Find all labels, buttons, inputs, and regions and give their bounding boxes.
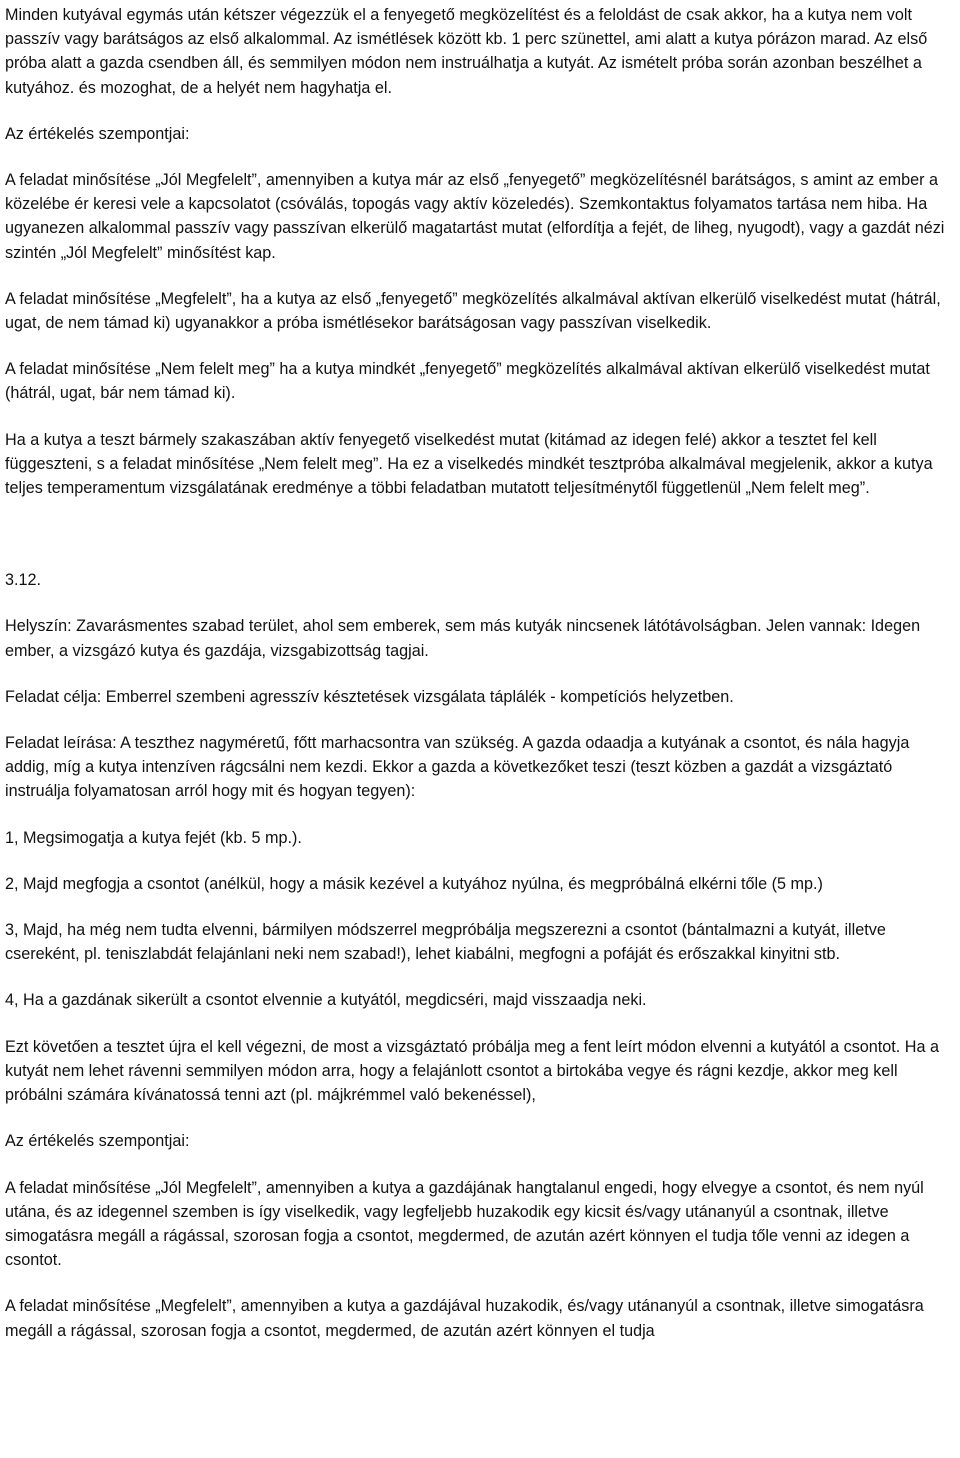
evaluation-heading: Az értékelés szempontjai: [5,124,190,143]
paragraph-excellent-2: A feladat minősítése „Jól Megfelelt”, amennyiben a kutya a gazdájának hangtalanul engedi, hogy elvegye a csontot, és nem nyúl utána, és az idegennel szemben is így viselkedik, vagy legfeljebb huzakodik egy kicsit és/vagy utánanyúl a csontnak, illetve simogatásra megáll a rágással, szorosan fogja a csontot, megdermed, de azután azért könnyen el tudja tőle venni az idegen a csontot. [5,1178,924,1270]
paragraph-fail: A feladat minősítése „Nem felelt meg” ha a kutya mindkét „fenyegető” megközelítés alkalmával aktívan elkerülő viselkedést mutat (hátrál, ugat, bár nem támad ki). [5,360,930,403]
paragraph-location: Helyszín: Zavarásmentes szabad terület, ahol sem emberek, sem más kutyák nincsenek látótávolságban. Jelen vannak: Idegen ember, a vizsgázó kutya és gazdája, vizsgabizottság tagjai. [5,617,921,660]
paragraph-repeat: Ezt követően a tesztet újra el kell végezni, de most a vizsgáztató próbálja meg a fent leírt módon elvenni a kutyától a csontot. Ha a kutyát nem lehet rávenni semmilyen módon arra, hogy a felajánlott csontot a birtokába vegye és rágni kezdje, akkor meg kell próbálni számára kívánatossá tenni azt (pl. májkrémmel való bekenéssel), [5,1037,939,1105]
step-1: 1, Megsimogatja a kutya fejét (kb. 5 mp.). [5,828,302,847]
evaluation-heading-2: Az értékelés szempontjai: [5,1132,190,1151]
section-number: 3.12. [5,571,42,590]
paragraph-excellent: A feladat minősítése „Jól Megfelelt”, amennyiben a kutya már az első „fenyegető” megközelítésnél barátságos, s amint az ember a közelébe ér keresi vele a kapcsolatot (csóválás, topogás vagy aktív közeledés). Szemkontaktus folyamatos tartása nem hiba. Ha ugyanezen alkalommal passzív vagy passzívan elkerülő magatartást mutat (elfordítja a fejét, de liheg, nyugodt), vagy a gazdát nézi szintén „Jól Megfelelt” minősítést kap. [5,171,945,262]
document-page [5,3,957,1365]
step-4: 4, Ha a gazdának sikerült a csontot elvennie a kutyától, megdicséri, majd visszaadja neki. [5,991,647,1010]
section-spacer [5,522,957,568]
paragraph-pass: A feladat minősítése „Megfelelt”, ha a kutya az első „fenyegető” megközelítés alkalmával aktívan elkerülő viselkedést mutat (hátrál, ugat, de nem támad ki) ugyanakkor a próba ismétlésekor barátságosan vagy passzívan viselkedik. [5,289,941,333]
paragraph-pass-2: A feladat minősítése „Megfelelt”, amennyiben a kutya a gazdájával huzakodik, és/vagy utánanyúl a csontnak, illetve simogatásra megáll a rágással, szorosan fogja a csontot, megdermed, de azután azért könnyen el tudja [5,1297,924,1340]
step-2: 2, Majd megfogja a csontot (anélkül, hogy a másik kezével a kutyához nyúlna, és megpróbálná elkérni tőle (5 mp.) [5,874,823,893]
paragraph-description: Feladat leírása: A teszthez nagyméretű, főtt marhacsontra van szükség. A gazda odaadja a kutyának a csontot, és nála hagyja addig, míg a kutya intenzíven rágcsálni nem kezdi. Ekkor a gazda a következőket teszi (teszt közben a gazdát a vizsgáztató instruálja folyamatosan arról hogy mit és hogyan tegyen): [5,734,910,801]
paragraph-goal: Feladat célja: Emberrel szembeni agresszív késztetések vizsgálata táplálék - kompetíciós helyzetben. [5,687,734,706]
paragraph-intro: Minden kutyával egymás után kétszer végezzük el a fenyegető megközelítést és a feloldást de csak akkor, ha a kutya nem volt passzív vagy barátságos az első alkalommal. Az ismétlések között kb. 1 perc szünettel, ami alatt a kutya pórázon marad. Az első próba alatt a gazda csendben áll, és semmilyen módon nem instruálhatja a kutyát. Az ismételt próba során azonban beszélhet a kutyához. és mozoghat, de a helyét nem hagyhatja el. [5,6,928,97]
step-3: 3, Majd, ha még nem tudta elvenni, bármilyen módszerrel megpróbálja megszerezni a csontot (bántalmazni a kutyát, illetve csereként, pl. teniszlabdát felajánlani neki nem szabad!), lehet kiabálni, megfogni a pofáját és erőszakkal kinyitni stb. [5,921,886,964]
paragraph-suspend: Ha a kutya a teszt bármely szakaszában aktív fenyegető viselkedést mutat (kitámad az idegen felé) akkor a tesztet fel kell függeszteni, s a feladat minősítése „Nem felelt meg”. Ha ez a viselkedés mindkét tesztpróba alkalmával megjelenik, akkor a kutya teljes temperamentum vizsgálatának eredménye a többi feladatban mutatott teljesítménytől függetlenül „Nem felelt meg”. [5,430,933,498]
